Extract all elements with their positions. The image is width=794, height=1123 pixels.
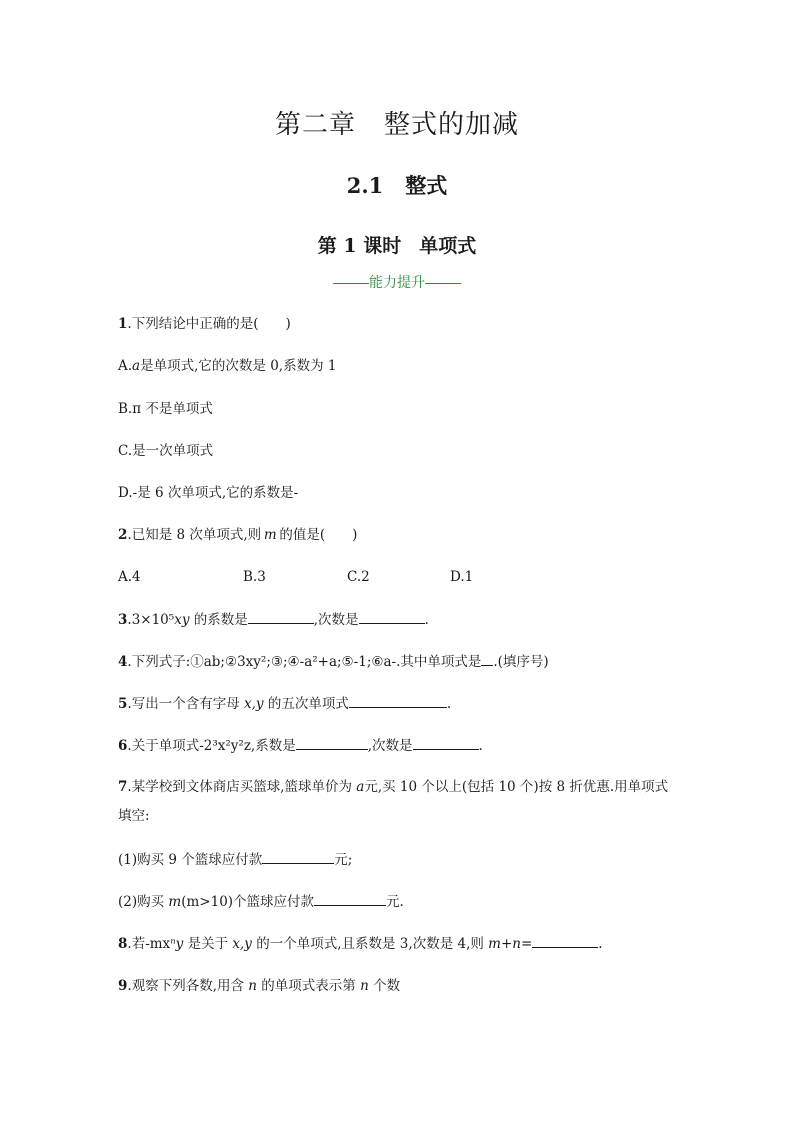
section-title	[0, 170, 794, 200]
question-number: 2	[118, 527, 128, 543]
option-b: B.3	[243, 569, 266, 585]
question-7-stem	[118, 777, 668, 797]
question-1-stem	[118, 314, 291, 334]
question-text: 的单项式表示第	[256, 978, 361, 994]
variable: a	[132, 358, 141, 374]
question-1-option-a	[118, 356, 336, 376]
chapter-number: 第二章	[274, 110, 356, 140]
question-text: (1)购买 9 个篮球应付款	[118, 852, 263, 868]
question-text: .下列式子:①ab;②3xy²;③;④-a²+a;⑤-1;⑥a-.其中单项式是	[127, 654, 482, 670]
question-number: 3	[118, 612, 128, 628]
option-a: A.4	[118, 569, 141, 585]
question-text: ,次数是	[367, 738, 413, 754]
question-text: ,次数是	[313, 612, 359, 628]
option-d: D.1	[450, 569, 474, 585]
answer-blank[interactable]	[349, 693, 447, 708]
option-c: C.2	[347, 569, 370, 585]
variable: xy	[174, 612, 190, 628]
answer-blank[interactable]	[296, 735, 368, 750]
section-name: 整式	[405, 173, 448, 198]
question-text: .某学校到文体商店买篮球,篮球单价为	[127, 779, 357, 795]
variable: x,y	[244, 696, 264, 712]
question-number: 1	[118, 316, 128, 332]
question-text: .关于单项式-2³x²y²z,系数是	[127, 738, 296, 754]
answer-blank[interactable]	[248, 609, 314, 624]
variable: n	[360, 978, 369, 994]
option-text: 是单项式,它的次数是 0,系数为 1	[140, 358, 337, 374]
question-number: 8	[118, 936, 128, 952]
expression: m+n=	[488, 936, 533, 952]
option-text: D.-是 6 次单项式,它的系数是-	[118, 485, 299, 501]
lesson-title	[0, 231, 794, 258]
answer-blank[interactable]	[262, 849, 334, 864]
question-6	[118, 735, 483, 756]
question-text: .观察下列各数,用含	[127, 978, 249, 994]
question-text: .(填序号)	[493, 654, 549, 670]
punctuation: .	[446, 696, 452, 712]
answer-blank[interactable]	[359, 609, 425, 624]
punctuation: .	[478, 738, 483, 754]
question-text: 的系数是	[189, 612, 248, 628]
answer-blank[interactable]	[314, 891, 386, 906]
variable: ⁿy	[170, 936, 184, 952]
question-text: 填空:	[118, 808, 150, 824]
variable: a	[356, 779, 365, 795]
question-text: 的值是( )	[279, 527, 358, 543]
expression: .3×10⁵	[127, 612, 175, 628]
question-1-option-c	[118, 441, 213, 461]
option-label: A.	[118, 358, 133, 374]
variable: m	[263, 527, 277, 543]
question-5	[118, 693, 451, 714]
question-4	[118, 651, 549, 672]
punctuation: .	[424, 612, 429, 628]
question-text: 个数	[368, 978, 401, 994]
question-text: .写出一个含有字母	[127, 696, 244, 712]
answer-blank[interactable]	[481, 651, 493, 666]
question-3	[118, 609, 429, 630]
tag-rule-right	[425, 283, 461, 284]
punctuation: .	[598, 936, 603, 952]
question-text: .已知是 8 次单项式,则	[127, 527, 262, 543]
ability-tag	[0, 272, 794, 292]
option-text: C.是一次单项式	[118, 443, 214, 459]
question-9	[118, 976, 400, 996]
question-text: 元;	[334, 852, 353, 868]
option-text: B.π 不是单项式	[118, 401, 213, 417]
question-1-option-b	[118, 399, 213, 419]
question-text: 的五次单项式	[263, 696, 349, 712]
chapter-title	[0, 104, 794, 141]
question-7-part-2	[118, 891, 404, 912]
tag-label: 能力提升	[369, 275, 425, 291]
question-7-stem-line2	[118, 806, 150, 826]
question-text: 的一个单项式,且系数是 3,次数是 4,则	[251, 936, 489, 952]
variable: m	[168, 894, 182, 910]
variable: n	[248, 978, 257, 994]
question-2-stem	[118, 525, 357, 545]
question-text: 是关于	[183, 936, 233, 952]
question-number: 9	[118, 978, 128, 994]
question-text: 元,买 10 个以上(包括 10 个)按 8 折优惠.用单项式	[364, 779, 669, 795]
question-text: (m>10)个篮球应付款	[181, 894, 315, 910]
section-number: 2.1	[346, 173, 384, 198]
chapter-name: 整式的加减	[384, 110, 520, 140]
question-number: 7	[118, 779, 128, 795]
question-8	[118, 933, 603, 954]
tag-rule-left	[333, 283, 369, 284]
question-text: (2)购买	[118, 894, 169, 910]
lesson-number: 第 1 课时	[317, 235, 402, 257]
question-number: 4	[118, 654, 128, 670]
answer-blank[interactable]	[413, 735, 479, 750]
question-1-option-d	[118, 483, 298, 503]
answer-blank[interactable]	[532, 933, 598, 948]
variable: x,y	[232, 936, 252, 952]
question-number: 6	[118, 738, 128, 754]
question-text: .下列结论中正确的是( )	[127, 316, 291, 332]
question-7-part-1	[118, 849, 352, 870]
lesson-name: 单项式	[419, 235, 477, 257]
question-text: 元.	[386, 894, 404, 910]
question-number: 5	[118, 696, 128, 712]
expression: .若-mx	[127, 936, 171, 952]
